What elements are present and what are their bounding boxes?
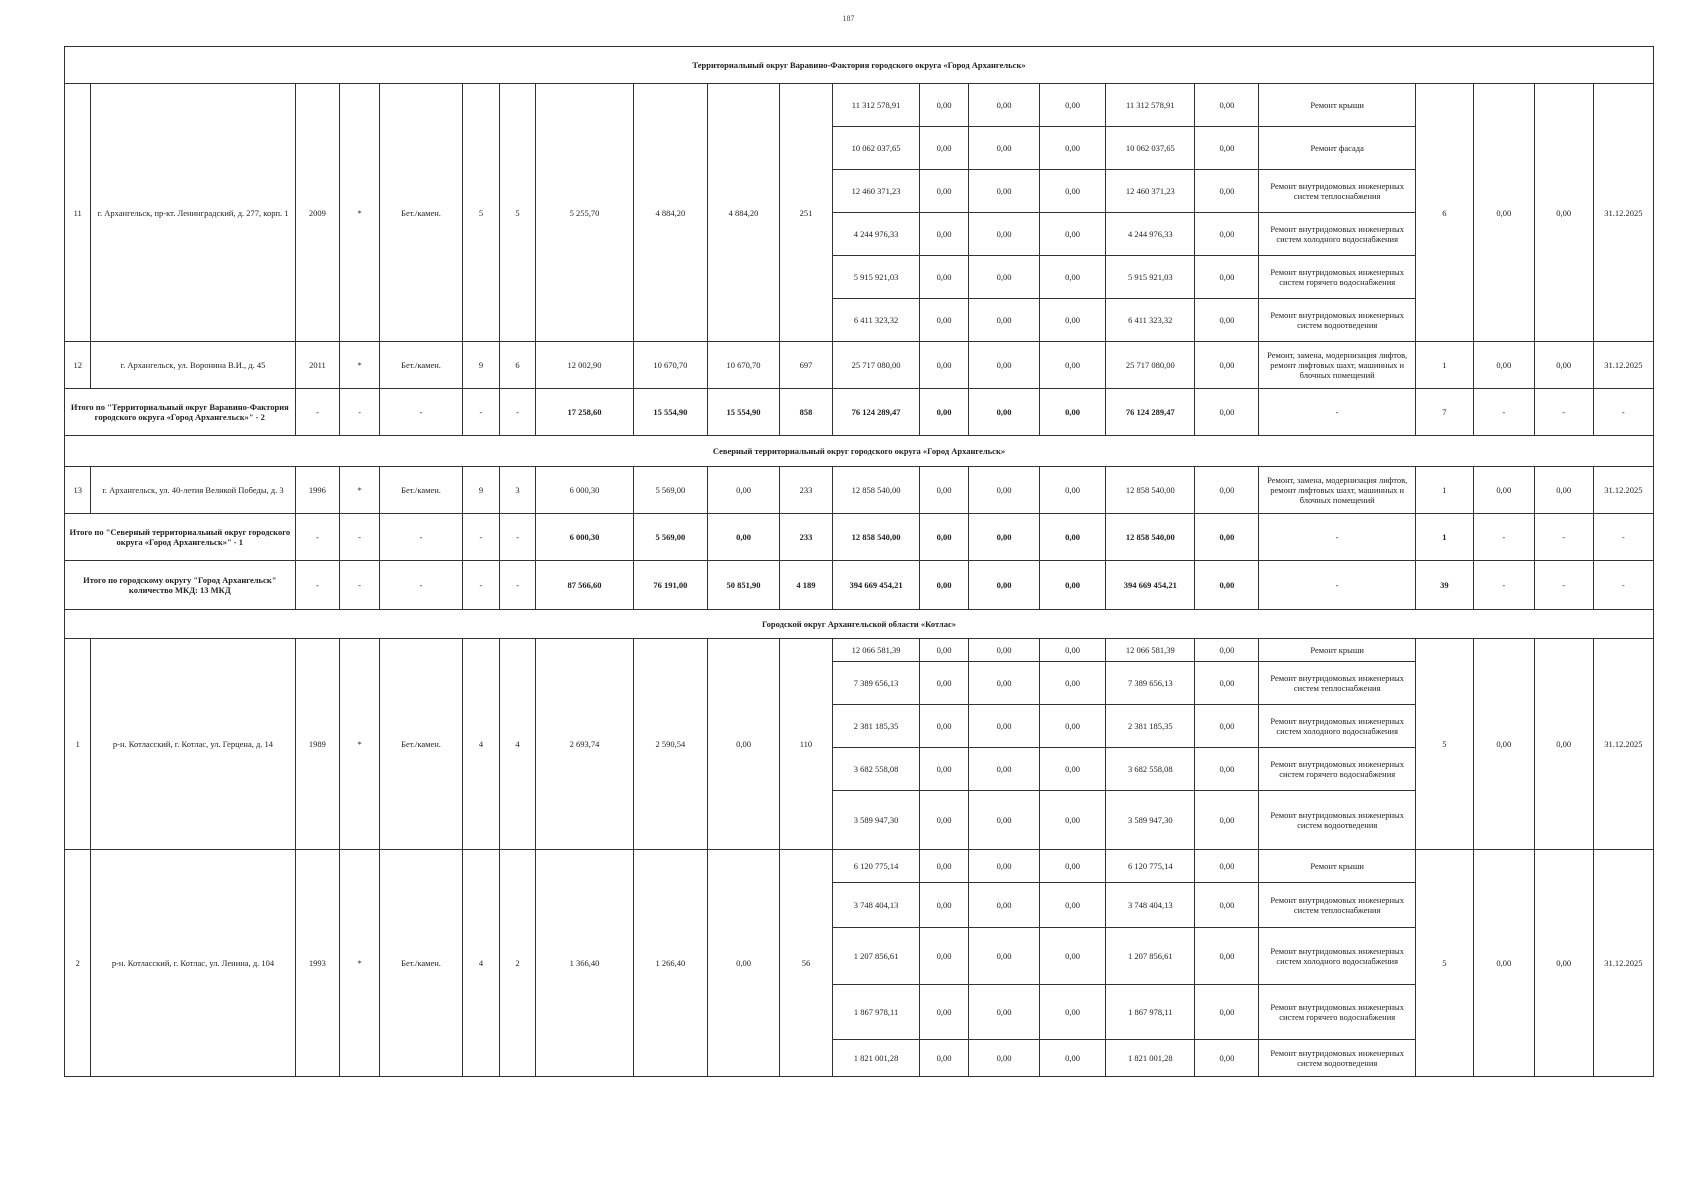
zero-value: 0,00	[920, 985, 969, 1040]
section-title: Северный территориальный округ городского округа «Город Архангельск»	[65, 436, 1654, 467]
zero-value: 0,00	[920, 389, 969, 436]
zero-value: 0,00	[1040, 883, 1106, 928]
cost-fund: 1 867 978,11	[1106, 985, 1195, 1040]
entrances: 4	[499, 639, 536, 850]
cost-fund: 12 858 540,00	[1106, 467, 1195, 514]
year: 2009	[295, 84, 340, 342]
completion-date: 31.12.2025	[1593, 467, 1653, 514]
zero-value: 0,00	[1473, 639, 1534, 850]
total-label: Итого по "Северный территориальный округ городского округа «Город Архангельск»" - 1	[65, 514, 296, 561]
work-type: Ремонт внутридомовых инженерных систем горячего водоснабжения	[1259, 748, 1415, 791]
work-count: 1	[1415, 342, 1473, 389]
residents: 233	[780, 467, 833, 514]
zero-value: 0,00	[1473, 342, 1534, 389]
dash: -	[499, 561, 536, 610]
row-number: 12	[65, 342, 91, 389]
zero-value: 0,00	[1195, 389, 1259, 436]
cost-total: 12 858 540,00	[832, 514, 919, 561]
zero-value: 0,00	[1534, 850, 1593, 1077]
area-residential: 15 554,90	[707, 389, 779, 436]
zero-value: 0,00	[1195, 299, 1259, 342]
cost-fund: 25 717 080,00	[1106, 342, 1195, 389]
zero-value: 0,00	[968, 342, 1039, 389]
floors: 9	[463, 467, 500, 514]
dash: -	[1593, 514, 1653, 561]
mark: *	[340, 342, 380, 389]
floors: 4	[463, 850, 500, 1077]
zero-value: 0,00	[1195, 928, 1259, 985]
zero-value: 0,00	[1195, 561, 1259, 610]
area-total: 87 566,60	[536, 561, 634, 610]
zero-value: 0,00	[1040, 170, 1106, 213]
zero-value: 0,00	[968, 883, 1039, 928]
dash: -	[499, 514, 536, 561]
capital-repair-table	[64, 46, 1654, 1077]
zero-value: 0,00	[1195, 213, 1259, 256]
dash: -	[1259, 514, 1415, 561]
zero-value: 0,00	[1195, 850, 1259, 883]
address: г. Архангельск, ул. Воронина В.И., д. 45	[91, 342, 295, 389]
cost-fund: 3 748 404,13	[1106, 883, 1195, 928]
area-living: 4 884,20	[633, 84, 707, 342]
entrances: 3	[499, 467, 536, 514]
row-number: 11	[65, 84, 91, 342]
zero-value: 0,00	[1534, 342, 1593, 389]
area-living: 2 590,54	[633, 639, 707, 850]
material: Бет./камен.	[379, 850, 462, 1077]
work-type: Ремонт крыши	[1259, 639, 1415, 662]
zero-value: 0,00	[920, 928, 969, 985]
entrances: 6	[499, 342, 536, 389]
zero-value: 0,00	[968, 791, 1039, 850]
cost-fund: 4 244 976,33	[1106, 213, 1195, 256]
zero-value: 0,00	[1195, 791, 1259, 850]
address: р-н. Котласский, г. Котлас, ул. Ленина, д. 104	[91, 850, 295, 1077]
material: Бет./камен.	[379, 84, 462, 342]
table-row-b11	[65, 84, 1654, 127]
cost-total: 6 411 323,32	[832, 299, 919, 342]
cost-total: 3 682 558,08	[832, 748, 919, 791]
zero-value: 0,00	[968, 639, 1039, 662]
cost-total: 76 124 289,47	[832, 389, 919, 436]
area-total: 2 693,74	[536, 639, 634, 850]
work-type: Ремонт внутридомовых инженерных систем холодного водоснабжения	[1259, 705, 1415, 748]
zero-value: 0,00	[920, 850, 969, 883]
dash: -	[463, 389, 500, 436]
address: г. Архангельск, пр-кт. Ленинградский, д. 277, корп. 1	[91, 84, 295, 342]
floors: 5	[463, 84, 500, 342]
address: г. Архангельск, ул. 40-летия Великой Победы, д. 3	[91, 467, 295, 514]
zero-value: 0,00	[1534, 639, 1593, 850]
cost-total: 394 669 454,21	[832, 561, 919, 610]
zero-value: 0,00	[1195, 127, 1259, 170]
dash: -	[499, 389, 536, 436]
work-type: Ремонт, замена, модернизация лифтов, ремонт лифтовых шахт, машинных и блочных помещений	[1259, 467, 1415, 514]
zero-value: 0,00	[1195, 514, 1259, 561]
dash: -	[1534, 389, 1593, 436]
zero-value: 0,00	[1195, 84, 1259, 127]
zero-value: 0,00	[1040, 791, 1106, 850]
cost-total: 6 120 775,14	[832, 850, 919, 883]
dash: -	[340, 561, 380, 610]
cost-total: 3 748 404,13	[832, 883, 919, 928]
area-residential: 0,00	[707, 639, 779, 850]
area-living: 5 569,00	[633, 514, 707, 561]
table-row-k1	[65, 639, 1654, 662]
area-residential: 0,00	[707, 850, 779, 1077]
cost-fund: 6 120 775,14	[1106, 850, 1195, 883]
work-type: Ремонт внутридомовых инженерных систем теплоснабжения	[1259, 883, 1415, 928]
dash: -	[295, 514, 340, 561]
area-living: 1 266,40	[633, 850, 707, 1077]
cost-total: 12 858 540,00	[832, 467, 919, 514]
zero-value: 0,00	[1473, 467, 1534, 514]
zero-value: 0,00	[920, 883, 969, 928]
work-type: Ремонт крыши	[1259, 850, 1415, 883]
work-type: Ремонт фасада	[1259, 127, 1415, 170]
cost-fund: 7 389 656,13	[1106, 662, 1195, 705]
residents: 4 189	[780, 561, 833, 610]
dash: -	[1593, 561, 1653, 610]
table-row-b12	[65, 342, 1654, 389]
material: Бет./камен.	[379, 639, 462, 850]
zero-value: 0,00	[968, 1040, 1039, 1077]
zero-value: 0,00	[1534, 84, 1593, 342]
zero-value: 0,00	[920, 84, 969, 127]
zero-value: 0,00	[968, 514, 1039, 561]
work-count: 1	[1415, 514, 1473, 561]
dash: -	[340, 514, 380, 561]
zero-value: 0,00	[1040, 342, 1106, 389]
zero-value: 0,00	[1040, 985, 1106, 1040]
residents: 56	[780, 850, 833, 1077]
zero-value: 0,00	[1040, 84, 1106, 127]
work-count: 39	[1415, 561, 1473, 610]
zero-value: 0,00	[968, 467, 1039, 514]
residents: 697	[780, 342, 833, 389]
work-type: Ремонт внутридомовых инженерных систем теплоснабжения	[1259, 170, 1415, 213]
zero-value: 0,00	[1040, 299, 1106, 342]
work-type: Ремонт внутридомовых инженерных систем теплоснабжения	[1259, 662, 1415, 705]
zero-value: 0,00	[968, 705, 1039, 748]
work-type: Ремонт внутридомовых инженерных систем водоотведения	[1259, 791, 1415, 850]
zero-value: 0,00	[968, 662, 1039, 705]
cost-total: 1 821 001,28	[832, 1040, 919, 1077]
cost-fund: 6 411 323,32	[1106, 299, 1195, 342]
dash: -	[1534, 561, 1593, 610]
year: 1993	[295, 850, 340, 1077]
dash: -	[379, 561, 462, 610]
mark: *	[340, 467, 380, 514]
mark: *	[340, 850, 380, 1077]
zero-value: 0,00	[920, 748, 969, 791]
cost-total: 1 207 856,61	[832, 928, 919, 985]
zero-value: 0,00	[920, 299, 969, 342]
cost-fund: 12 066 581,39	[1106, 639, 1195, 662]
year: 1989	[295, 639, 340, 850]
total-label: Итого по городскому округу "Город Архангельск" количество МКД: 13 МКД	[65, 561, 296, 610]
zero-value: 0,00	[1040, 850, 1106, 883]
completion-date: 31.12.2025	[1593, 639, 1653, 850]
zero-value: 0,00	[968, 213, 1039, 256]
cost-fund: 394 669 454,21	[1106, 561, 1195, 610]
zero-value: 0,00	[920, 791, 969, 850]
row-number: 1	[65, 639, 91, 850]
zero-value: 0,00	[1040, 662, 1106, 705]
year: 2011	[295, 342, 340, 389]
dash: -	[463, 561, 500, 610]
zero-value: 0,00	[1195, 170, 1259, 213]
cost-total: 12 460 371,23	[832, 170, 919, 213]
zero-value: 0,00	[1040, 639, 1106, 662]
area-living: 10 670,70	[633, 342, 707, 389]
area-total: 1 366,40	[536, 850, 634, 1077]
section-row-severny	[65, 436, 1654, 467]
work-type: Ремонт внутридомовых инженерных систем водоотведения	[1259, 1040, 1415, 1077]
area-living: 5 569,00	[633, 467, 707, 514]
section-title: Городской округ Архангельской области «Котлас»	[65, 610, 1654, 639]
work-type: Ремонт внутридомовых инженерных систем холодного водоснабжения	[1259, 213, 1415, 256]
zero-value: 0,00	[968, 850, 1039, 883]
cost-fund: 12 460 371,23	[1106, 170, 1195, 213]
cost-total: 2 381 185,35	[832, 705, 919, 748]
row-number: 2	[65, 850, 91, 1077]
section-title: Территориальный округ Варавино-Фактория городского округа «Город Архангельск»	[65, 47, 1654, 84]
area-living: 15 554,90	[633, 389, 707, 436]
cost-fund: 11 312 578,91	[1106, 84, 1195, 127]
zero-value: 0,00	[1195, 467, 1259, 514]
zero-value: 0,00	[920, 561, 969, 610]
residents: 233	[780, 514, 833, 561]
zero-value: 0,00	[1040, 748, 1106, 791]
cost-total: 12 066 581,39	[832, 639, 919, 662]
zero-value: 0,00	[1195, 748, 1259, 791]
cost-total: 10 062 037,65	[832, 127, 919, 170]
zero-value: 0,00	[968, 389, 1039, 436]
dash: -	[1593, 389, 1653, 436]
work-count: 6	[1415, 84, 1473, 342]
mark: *	[340, 639, 380, 850]
work-count: 5	[1415, 850, 1473, 1077]
cost-total: 1 867 978,11	[832, 985, 919, 1040]
zero-value: 0,00	[1040, 561, 1106, 610]
zero-value: 0,00	[968, 170, 1039, 213]
work-type: Ремонт внутридомовых инженерных систем холодного водоснабжения	[1259, 928, 1415, 985]
zero-value: 0,00	[920, 705, 969, 748]
zero-value: 0,00	[1195, 985, 1259, 1040]
dash: -	[463, 514, 500, 561]
zero-value: 0,00	[920, 639, 969, 662]
zero-value: 0,00	[920, 514, 969, 561]
zero-value: 0,00	[920, 170, 969, 213]
dash: -	[295, 561, 340, 610]
mark: *	[340, 84, 380, 342]
zero-value: 0,00	[1195, 639, 1259, 662]
work-count: 7	[1415, 389, 1473, 436]
zero-value: 0,00	[968, 84, 1039, 127]
zero-value: 0,00	[1195, 662, 1259, 705]
zero-value: 0,00	[1040, 514, 1106, 561]
cost-fund: 10 062 037,65	[1106, 127, 1195, 170]
zero-value: 0,00	[1040, 127, 1106, 170]
material: Бет./камен.	[379, 342, 462, 389]
work-count: 1	[1415, 467, 1473, 514]
area-total: 6 000,30	[536, 514, 634, 561]
table-row-k2	[65, 850, 1654, 883]
area-residential: 10 670,70	[707, 342, 779, 389]
work-count: 5	[1415, 639, 1473, 850]
table-row-b13	[65, 467, 1654, 514]
residents: 858	[780, 389, 833, 436]
area-total: 17 258,60	[536, 389, 634, 436]
page-number: 187	[842, 14, 855, 23]
work-type: Ремонт крыши	[1259, 84, 1415, 127]
zero-value: 0,00	[1040, 467, 1106, 514]
dash: -	[295, 389, 340, 436]
completion-date: 31.12.2025	[1593, 84, 1653, 342]
residents: 251	[780, 84, 833, 342]
cost-fund: 1 207 856,61	[1106, 928, 1195, 985]
cost-total: 11 312 578,91	[832, 84, 919, 127]
cost-total: 7 389 656,13	[832, 662, 919, 705]
total-row-severny	[65, 514, 1654, 561]
total-label: Итого по "Территориальный округ Варавино-Фактория городского округа «Город Архангельск»" - 2	[65, 389, 296, 436]
work-type: Ремонт внутридомовых инженерных систем горячего водоснабжения	[1259, 256, 1415, 299]
dash: -	[379, 514, 462, 561]
zero-value: 0,00	[920, 467, 969, 514]
zero-value: 0,00	[1040, 213, 1106, 256]
zero-value: 0,00	[968, 256, 1039, 299]
zero-value: 0,00	[1195, 705, 1259, 748]
dash: -	[1259, 389, 1415, 436]
floors: 4	[463, 639, 500, 850]
completion-date: 31.12.2025	[1593, 342, 1653, 389]
zero-value: 0,00	[1040, 928, 1106, 985]
cost-fund: 12 858 540,00	[1106, 514, 1195, 561]
zero-value: 0,00	[1195, 1040, 1259, 1077]
cost-total: 5 915 921,03	[832, 256, 919, 299]
zero-value: 0,00	[968, 127, 1039, 170]
area-residential: 50 851,90	[707, 561, 779, 610]
area-residential: 0,00	[707, 467, 779, 514]
zero-value: 0,00	[1195, 256, 1259, 299]
total-row-city	[65, 561, 1654, 610]
work-type: Ремонт внутридомовых инженерных систем водоотведения	[1259, 299, 1415, 342]
cost-fund: 5 915 921,03	[1106, 256, 1195, 299]
section-row-kotlas	[65, 610, 1654, 639]
zero-value: 0,00	[968, 561, 1039, 610]
cost-fund: 1 821 001,28	[1106, 1040, 1195, 1077]
completion-date: 31.12.2025	[1593, 850, 1653, 1077]
cost-fund: 2 381 185,35	[1106, 705, 1195, 748]
work-type: Ремонт внутридомовых инженерных систем горячего водоснабжения	[1259, 985, 1415, 1040]
dash: -	[1473, 389, 1534, 436]
zero-value: 0,00	[1473, 84, 1534, 342]
zero-value: 0,00	[1534, 467, 1593, 514]
residents: 110	[780, 639, 833, 850]
zero-value: 0,00	[920, 342, 969, 389]
dash: -	[1473, 514, 1534, 561]
area-residential: 0,00	[707, 514, 779, 561]
zero-value: 0,00	[968, 748, 1039, 791]
cost-total: 3 589 947,30	[832, 791, 919, 850]
zero-value: 0,00	[920, 1040, 969, 1077]
cost-fund: 76 124 289,47	[1106, 389, 1195, 436]
zero-value: 0,00	[968, 985, 1039, 1040]
year: 1996	[295, 467, 340, 514]
work-type: Ремонт, замена, модернизация лифтов, ремонт лифтовых шахт, машинных и блочных помещений	[1259, 342, 1415, 389]
area-residential: 4 884,20	[707, 84, 779, 342]
zero-value: 0,00	[1195, 342, 1259, 389]
dash: -	[1259, 561, 1415, 610]
zero-value: 0,00	[920, 256, 969, 299]
zero-value: 0,00	[920, 127, 969, 170]
area-living: 76 191,00	[633, 561, 707, 610]
entrances: 5	[499, 84, 536, 342]
zero-value: 0,00	[1040, 1040, 1106, 1077]
total-row-varavino	[65, 389, 1654, 436]
zero-value: 0,00	[1040, 256, 1106, 299]
zero-value: 0,00	[968, 299, 1039, 342]
zero-value: 0,00	[968, 928, 1039, 985]
area-total: 12 002,90	[536, 342, 634, 389]
zero-value: 0,00	[1040, 705, 1106, 748]
cost-fund: 3 589 947,30	[1106, 791, 1195, 850]
dash: -	[340, 389, 380, 436]
zero-value: 0,00	[1473, 850, 1534, 1077]
address: р-н. Котласский, г. Котлас, ул. Герцена, д. 14	[91, 639, 295, 850]
zero-value: 0,00	[920, 662, 969, 705]
cost-total: 4 244 976,33	[832, 213, 919, 256]
dash: -	[379, 389, 462, 436]
entrances: 2	[499, 850, 536, 1077]
zero-value: 0,00	[1040, 389, 1106, 436]
cost-total: 25 717 080,00	[832, 342, 919, 389]
area-total: 6 000,30	[536, 467, 634, 514]
dash: -	[1473, 561, 1534, 610]
floors: 9	[463, 342, 500, 389]
zero-value: 0,00	[920, 213, 969, 256]
section-row-varavino	[65, 47, 1654, 84]
area-total: 5 255,70	[536, 84, 634, 342]
material: Бет./камен.	[379, 467, 462, 514]
cost-fund: 3 682 558,08	[1106, 748, 1195, 791]
row-number: 13	[65, 467, 91, 514]
zero-value: 0,00	[1195, 883, 1259, 928]
dash: -	[1534, 514, 1593, 561]
